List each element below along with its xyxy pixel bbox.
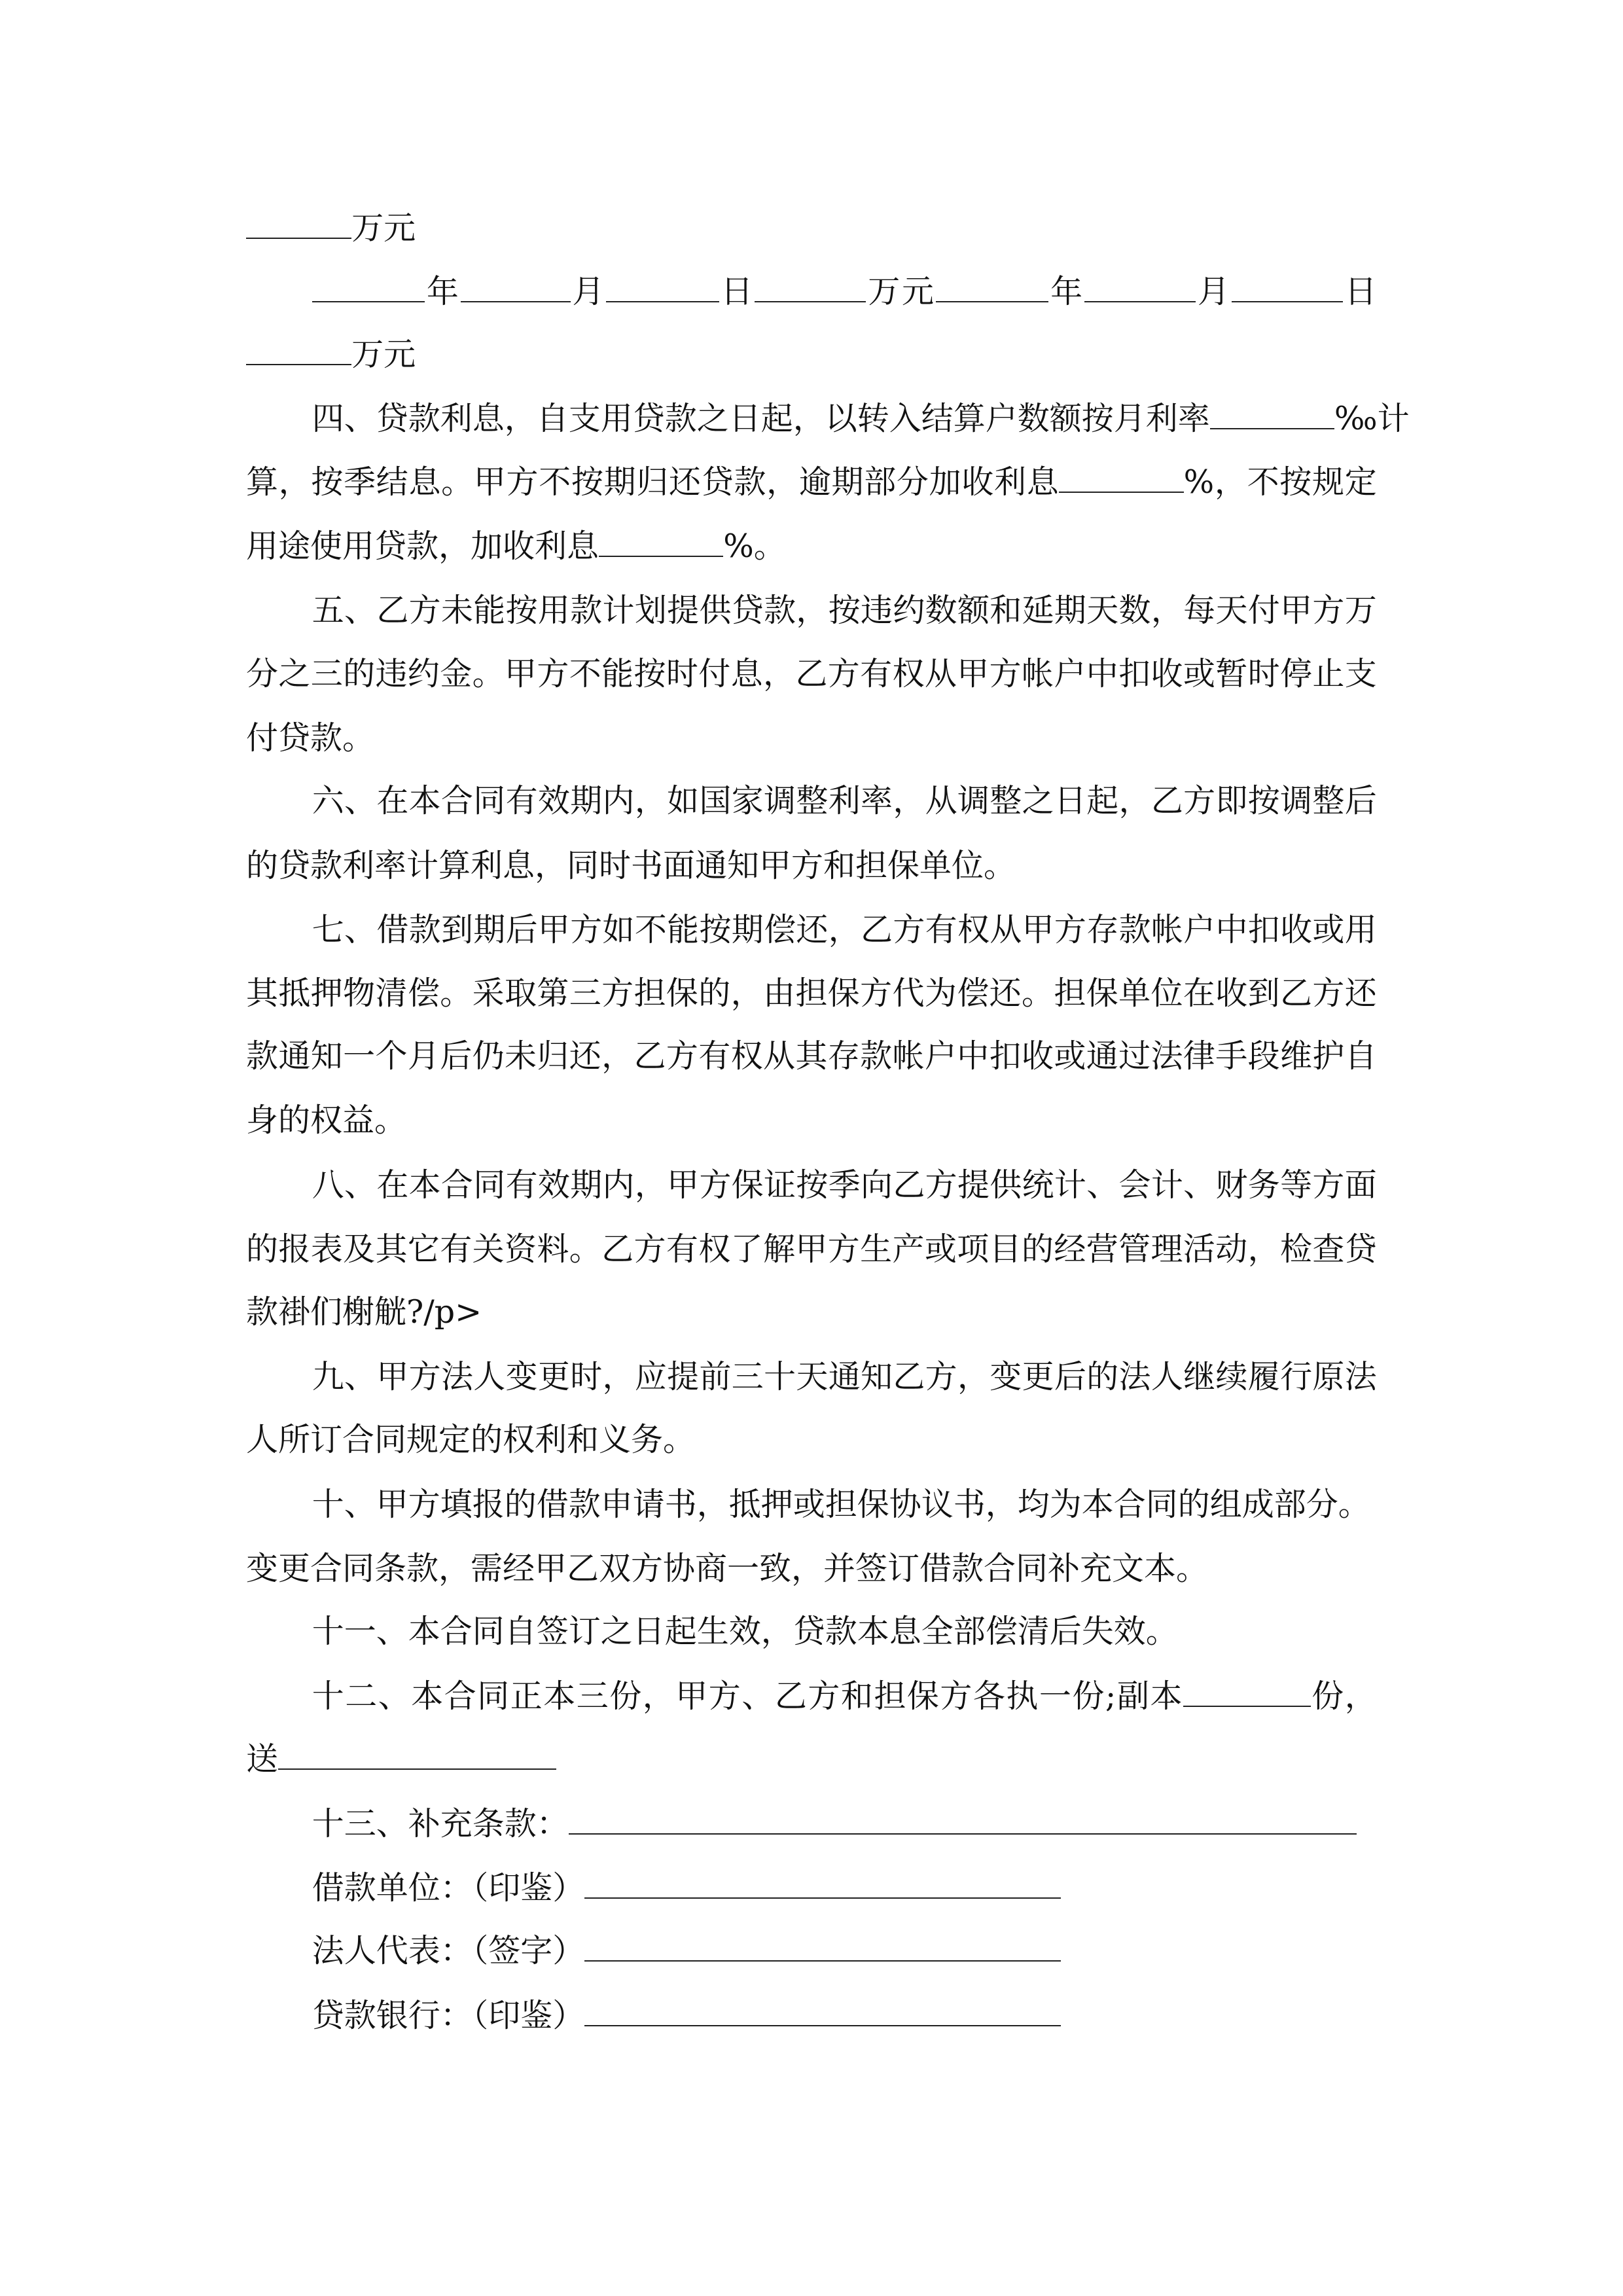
line-text: %，不按规定 [1183,463,1377,501]
text-line [312,1996,1061,2036]
text-line [246,846,1016,886]
line-text: 的报表及其它有关资料。乙方有权了解甲方生产或项目的经营管理活动，检查贷 [245,1230,1377,1268]
text-line [246,1293,482,1332]
text-line [312,1804,1357,1844]
text-line [246,209,416,248]
text-line [246,655,1377,694]
line-text: 十一、本合同自签订之日起生效，贷款本息全部偿清后失效。 [312,1613,1178,1651]
line-text: 法人代表：（签字） [312,1932,585,1970]
text-line [246,463,1377,502]
text-line [246,1420,695,1460]
line-text: 其抵押物清偿。采取第三方担保的，由担保方代为偿还。担保单位在收到乙方还 [245,974,1377,1012]
text-line [312,1166,1377,1205]
text-line [246,1549,1208,1588]
line-text: 五、乙方未能按用款计划提供贷款，按违约数额和延期天数，每天付甲方万 [312,592,1377,630]
line-text: 日 [719,272,755,310]
line-text: 万元 [351,209,416,247]
fill-in-blank[interactable] [1059,463,1183,493]
text-line [246,1101,406,1140]
fill-in-blank[interactable] [278,1740,556,1770]
line-text: 款褂们榭觥?/p> [245,1293,482,1331]
line-text: 月 [570,272,607,310]
line-text: 变更合同条款，需经甲乙双方协商一致，并签订借款合同补充文本。 [245,1550,1208,1588]
line-text: 万元 [351,335,416,373]
line-text: 年 [425,272,461,310]
line-text: 日 [1342,272,1377,310]
fill-in-blank[interactable] [755,272,866,302]
line-text: 用途使用贷款，加收利息 [245,528,599,565]
text-line [246,527,786,566]
fill-in-blank[interactable] [1183,1677,1311,1707]
text-line [246,335,416,374]
line-text: 款通知一个月后仍未归还，乙方有权从其存款帐户中扣收或通过法律手段维护自 [245,1037,1377,1075]
line-text: 付贷款。 [245,719,374,757]
line-text: 借款单位：（印鉴） [312,1869,585,1907]
text-line [246,719,374,758]
line-text: 十、甲方填报的借款申请书，抵押或担保协议书，均为本合同的组成部分。 [312,1485,1370,1523]
fill-in-blank[interactable] [599,527,723,557]
line-text: %。 [723,528,786,565]
line-text: 八、在本合同有效期内，甲方保证按季向乙方提供统计、会计、财务等方面 [312,1166,1377,1204]
fill-in-blank[interactable] [312,272,425,302]
line-text: 四、贷款利息，自支用贷款之日起，以转入结算户数额按月利率 [312,400,1210,438]
line-text: 九、甲方法人变更时，应提前三十天通知乙方，变更后的法人继续履行原法 [312,1357,1377,1395]
line-text: 送 [245,1740,278,1778]
fill-in-blank[interactable] [461,272,571,302]
line-text: 算，按季结息。甲方不按期归还贷款，逾期部分加收利息 [245,463,1060,501]
fill-in-blank[interactable] [1210,399,1334,429]
text-line [312,1485,1370,1524]
line-text: 十二、本合同正本三份，甲方、乙方和担保方各执一份;副本 [312,1677,1183,1715]
line-text: 年 [1048,272,1084,310]
fill-in-blank[interactable] [584,1996,1060,2026]
text-line [312,591,1377,630]
text-line [312,1677,1377,1716]
line-text: 十三、补充条款： [312,1804,569,1842]
text-line [312,910,1377,950]
text-line [312,1612,1178,1651]
fill-in-blank[interactable] [569,1804,1357,1835]
fill-in-blank[interactable] [246,209,351,239]
text-line [312,399,1410,439]
text-line [312,272,1377,312]
text-line [312,1931,1061,1971]
line-text: 六、在本合同有效期内，如国家调整利率，从调整之日起，乙方即按调整后 [312,782,1377,820]
line-text: 人所订合同规定的权利和义务。 [245,1421,695,1459]
fill-in-blank[interactable] [1084,272,1196,302]
line-text: ‰计 [1334,400,1410,438]
fill-in-blank[interactable] [936,272,1048,302]
text-line [246,1230,1377,1269]
line-text: 月 [1196,272,1232,310]
text-line [246,974,1377,1013]
line-text: 份， [1310,1677,1377,1715]
fill-in-blank[interactable] [584,1931,1060,1962]
line-text: 身的权益。 [245,1102,406,1139]
text-line [246,1037,1377,1076]
line-text: 贷款银行：（印鉴） [312,1996,585,2034]
text-line [312,1869,1061,1908]
text-line [312,1357,1377,1397]
text-line [312,781,1377,821]
line-text: 的贷款利率计算利息，同时书面通知甲方和担保单位。 [245,846,1016,884]
fill-in-blank[interactable] [1232,272,1343,302]
fill-in-blank[interactable] [606,272,719,302]
text-line [246,1740,556,1779]
fill-in-blank[interactable] [246,335,351,365]
line-text: 分之三的违约金。甲方不能按时付息，乙方有权从甲方帐户中扣收或暂时停止支 [245,655,1377,692]
fill-in-blank[interactable] [584,1869,1060,1899]
line-text: 万元 [866,272,936,310]
line-text: 七、借款到期后甲方如不能按期偿还，乙方有权从甲方存款帐户中扣收或用 [312,911,1377,949]
